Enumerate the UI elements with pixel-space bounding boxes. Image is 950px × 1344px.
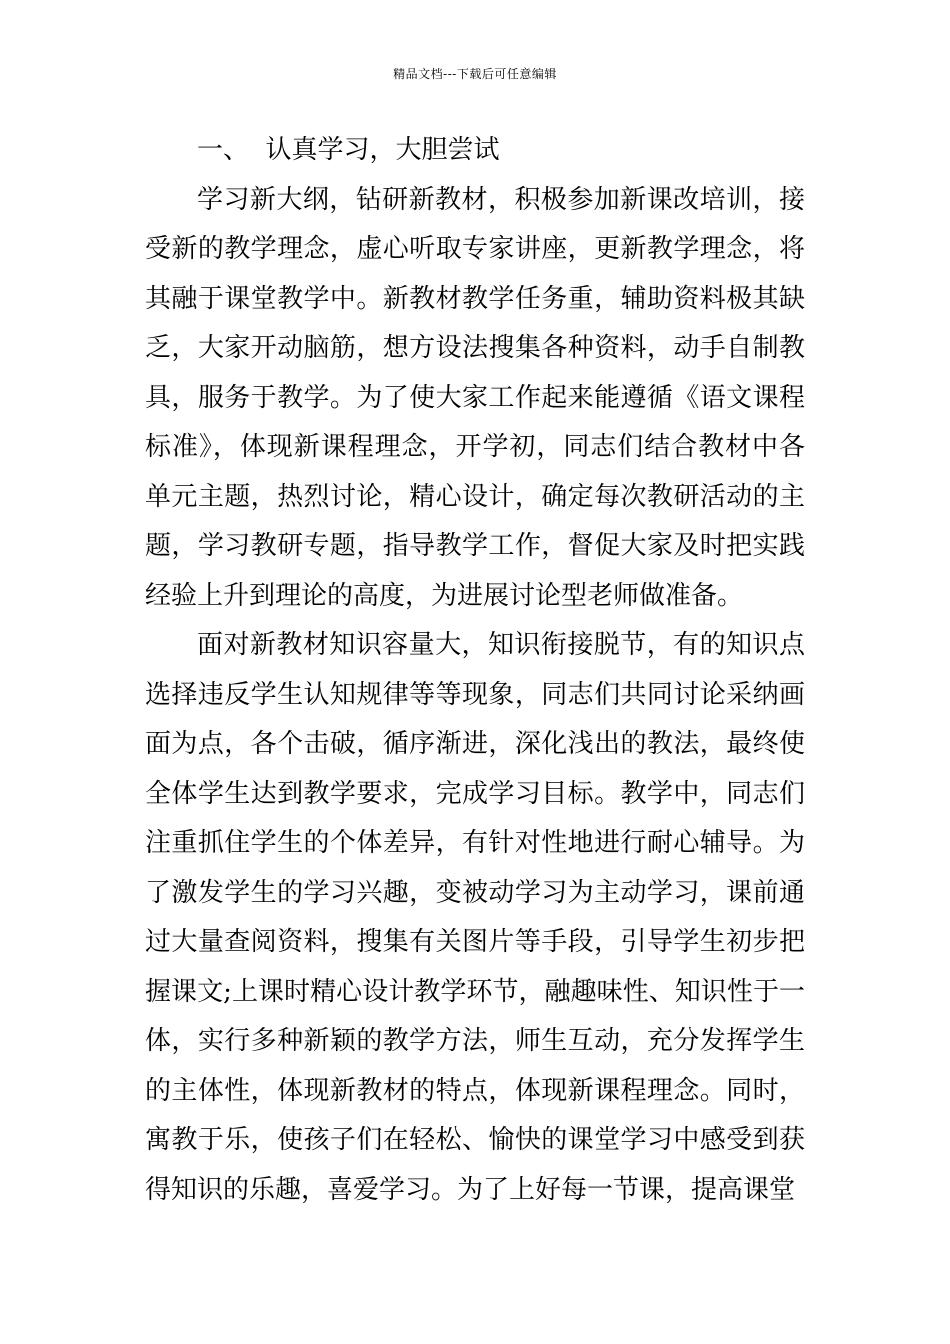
document-body [145,126,805,1215]
paragraph: 面对新教材知识容量大，知识衔接脱节，有的知识点选择违反学生认知规律等等现象，同志们共同讨论采纳画面为点，各个击破，循序渐进，深化浅出的教法，最终使全体学生达到教学要求，完成学习目标。教学中，同志们注重抓住学生的个体差异，有针对性地进行耐心辅导。为了激发学生的学习兴趣，变被动学习为主动学习，课前通过大量查阅资料，搜集有关图片等手段，引导学生初步把握课文;上课时精心设计教学环节，融趣味性、知识性于一体，实行多种新颖的教学方法，师生互动，充分发挥学生的主体性，体现新教材的特点，体现新课程理念。同时，寓教于乐，使孩子们在轻松、愉快的课堂学习中感受到获得知识的乐趣，喜爱学习。为了上好每一节课，提高课堂 [145,630,805,1205]
page-header: 精品文档---下载后可任意编辑 [393,67,557,81]
paragraph: 学习新大纲，钻研新教材，积极参加新课改培训，接受新的教学理念，虚心听取专家讲座，更新教学理念，将其融于课堂教学中。新教材教学任务重，辅助资料极其缺乏，大家开动脑筋，想方设法搜集各种资料，动手自制教具，服务于教学。为了使大家工作起来能遵循《语文课程标准》，体现新课程理念，开学初，同志们结合教材中各单元主题，热烈讨论，精心设计，确定每次教研活动的主题，学习教研专题，指导教学工作，督促大家及时把实践经验上升到理论的高度，为进展讨论型老师做准备。 [145,184,805,611]
section-heading: 一、 认真学习，大胆尝试 [197,135,500,165]
